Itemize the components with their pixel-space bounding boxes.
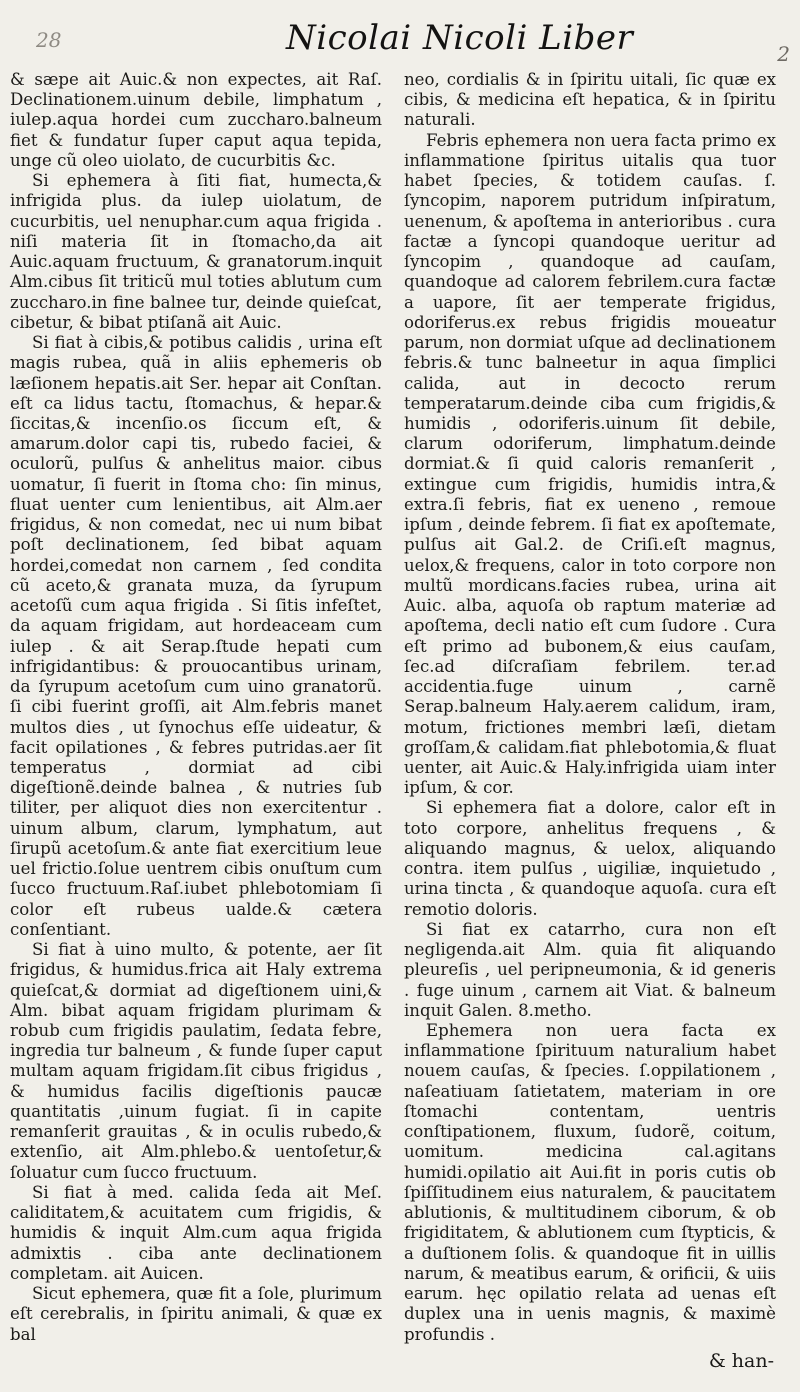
paragraph: Sicut ephemera, quæ fit a ſole, plurimum eſt cerebralis, in ſpiritu animali, & quæ ex bal [10,1284,382,1344]
running-title: Nicolai Nicoli Liber [286,18,634,58]
paragraph: Si fiat à med. calida ſeda ait Meſ. caliditatem,& acuitatem cum frigidis, & humidis & inquit Alm.cum aqua frigida admixtis . ciba ante declinationem completam. ait Auicen. [10,1182,382,1283]
paragraph: Si ephemera à ſiti fiat, humecta,& infrigida plus. da iulep uiolatum, de cucurbitis, uel nenuphar.cum aqua frigida . niſi materia ſit in ſtomacho,da ait Auic.aquam fructuum, & granatorum.inquit Alm.cibus ſit triticũ mul toties ablutum cum zuccharo.in fine balnee tur, deinde quieſcat, cibetur, & bibat ptiſanã ait Auic. [10,171,382,332]
paragraph: Si fiat à uino multo, & potente, aer ſit frigidus, & humidus.frica ait Haly extrema quieſcat,& dormiat ad digeſtionem uini,& Alm. bibat aquam frigidam plurimam & robub cum frigidis paulatim, ſedata febre, ingredia tur balneum , & funde ſuper caput multam aquam frigidam.ſit cibus frigidus , & humidus facilis digeſtionis paucæ quantitatis ,uinum fugiat. ſi in capite remanſerit grauitas , & in oculis rubedo,& extenſio, ait Alm.phlebo.& uentoſetur,& ſoluatur cum ſucco fructuum. [10,940,382,1182]
page-header [0,18,800,64]
paragraph: Si ephemera fiat a dolore, calor eſt in toto corpore, anhelitus frequens , & aliquando magnus, & uelox, aliquando contra. item pulſus , uigiliæ, inquietudo , urina tincta , & quandoque aquoſa. cura eſt remotio doloris. [404,798,776,919]
paragraph: Ephemera non uera facta ex inflammatione ſpirituum naturalium habet nouem cauſas, & ſpecies. ſ.oppilationem , naſeatiuam ſatietatem, materiam in ore ſtomachi contentam, uentris conſtipationem, fluxum, ſudorẽ, coitum, uomitum. medicina cal.agitans humidi.opilatio ait Aui.fit in poris cutis ob ſpiſſitudinem eius naturalem, & paucitatem ablutionis, & multitudinem ciborum, & ob frigiditatem, & ablutionem cum ſtypticis, & a duſtionem ſolis. & quandoque fit in uillis narum, & meatibus earum, & orificii, & uiis earum. hęc opilatio relata ad uenas eſt duplex una in uenis magnis, & maximè profundis . [404,1021,776,1344]
catchword: & han- [708,1350,774,1372]
paragraph: & sæpe ait Auic.& non expectes, ait Raſ. Declinationem.uinum debile, limphatum , iulep.aqua hordei cum zuccharo.balneum fiet & fundatur ſuper caput aqua tepida, unge cũ oleo uiolato, de cucurbitis &c. [10,70,382,170]
page-number-mark: 28 [36,28,62,52]
right-text-column [404,70,776,1345]
paragraph: Si fiat à cibis,& potibus calidis , urina eſt magis rubea, quã in aliis ephemeris ob læſionem hepatis.ait Ser. hepar ait Conſtan. eſt ca lidus tactu, ſtomachus, & hepar.& ſiccitas,& incenſio.os ſiccum eſt, & amarum.dolor capi tis, rubedo faciei, & oculorũ, pulſus & anhelitus maior. cibus uomatur, ſi fuerit in ſtoma cho: ſin minus, fluat uenter cum lenientibus, ait Alm.aer frigidus, & non comedat, nec ui num bibat poſt declinationem, ſed bibat aquam hordei,comedat non carnem , ſed condita cũ aceto,& granata muza, da ſyrupum acetoſũ cum aqua frigida . Si ſitis infeſtet, da aquam frigidam, aut hordeaceam cum iulep . & ait Serap.ſtude hepati cum infrigidantibus: & prouocantibus urinam, da ſyrupum acetoſum cum uino granatorũ. ſi cibi fuerint groſſi, ait Alm.febris manet multos dies , ut ſynochus eſſe uideatur, & facit opilationes , & febres putridas.aer ſit temperatus , dormiat ad cibi digeſtionẽ.deinde balnea , & nutries ſub tiliter, per aliquot dies non exercitentur . uinum album, clarum, lymphatum, aut ſirupũ acetoſum.& ante fiat exercitium leue uel frictio.ſolue uentrem cibis onuſtum cum ſucco fructuum.Raſ.iubet phlebotomiam ſi color eſt rubeus ualde.& cætera conſentiant. [10,333,382,939]
paragraph: Si fiat ex catarrho, cura non eſt negligenda.ait Alm. quia fit aliquando pleureſis , uel peripneumonia, & id generis . fuge uinum , carnem ait Viat. & balneum inquit Galen. 8.metho. [404,919,776,1020]
paragraph: neo, cordialis & in ſpiritu uitali, ſic quæ ex cibis, & medicina eſt hepatica, & in ſpiritu naturali. [404,70,776,130]
left-text-column [10,70,382,1345]
paragraph: Febris ephemera non uera facta primo ex inflammatione ſpiritus uitalis qua tuor habet ſpecies, & totidem cauſas. ſ. ſyncopim, naporem putridum inſpiratum, uenenum, & apoſtema in anterioribus . cura factæ a ſyncopi quandoque ueritur ad ſyncopim , quandoque ad cauſam, quandoque ad calorem febrilem.cura factæ a uapore, ſit aer temperate frigidus, odoriferus.ex rebus frigidis moueatur parum, non dormiat uſque ad declinationem febris.& tunc balneetur in aqua ſimplici calida, aut in decocto rerum temperatarum.deinde ciba cum frigidis,& humidis , odoriferis.uinum ſit debile, clarum odoriferum, limphatum.deinde dormiat.& ſi quid caloris remanſerit , extingue cum frigidis, humidis intra,& extra.ſi febris, fiat ex ueneno , remoue ipſum , deinde febrem. ſi fiat ex apoſtemate, pulſus ait Gal.2. de Criſi.eſt magnus, uelox,& frequens, calor in toto corpore non multũ mordicans.facies rubea, urina ait Auic. alba, aquoſa ob raptum materiæ ad apoſtema, decli natio eſt cum ſudore . Cura eſt primo ad bubonem,& eius cauſam, ſec.ad diſcraſiam febrilem. ter.ad accidentia.fuge uinum , carnẽ Serap.balneum Haly.aerem calidum, iram, motum, frictiones membri læſi, dietam groſſam,& calidam.fiat phlebotomia,& fluat uenter, ait Auic.& Haly.infrigida uiam inter ipſum, & cor. [404,130,776,798]
corner-mark: 2 [777,42,790,66]
